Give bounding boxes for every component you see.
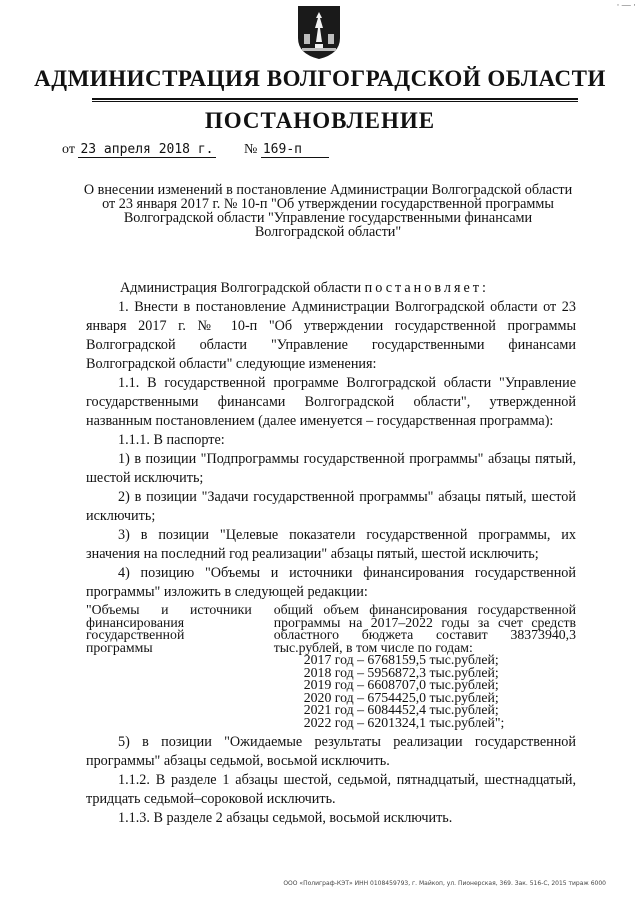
list-item-4: 4) позицию "Объемы и источники финансирования государственной программы" изложить в следующей редакции: [86,565,576,600]
document-number-line [244,142,329,158]
funding-total-text: общий объем финансирования государственной программы на 2017–2022 годы за счет средств областного бюджета составит 38373940,3 тыс.рублей, в том числе по годам: [273,602,576,655]
paragraph-1: 1. Внести в постановление Администрации Волгоградской области от 23 января 2017 г. № 10-п "Об утверждении государственной программы Волгоградской области "Управление государственными финансами Волгоградской области" следующие изменения: [86,299,576,372]
funding-year-2020: 2020 год – 6754425,0 тыс.рублей; [303,689,499,705]
funding-year-2017: 2017 год – 6768159,5 тыс.рублей; [303,652,499,667]
title-divider-thin [92,101,578,102]
funding-position-block [86,604,576,729]
preamble-verb: постановляет: [364,280,489,296]
paragraph-1-1-1: 1.1.1. В паспорте: [118,432,225,448]
funding-year-2019: 2019 год – 6608707,0 тыс.рублей; [303,677,499,692]
funding-position-name: "Объемы и источники финансирования государственной программы [86,602,252,655]
list-item-2: 2) в позиции "Задачи государственной программы" абзацы пятый, шестой исключить; [86,489,576,524]
paragraph-1-1-3: 1.1.3. В разделе 2 абзацы седьмой, восьмой исключить. [118,810,453,826]
list-item-5: 5) в позиции "Ожидаемые результаты реализации государственной программы" абзацы седьмой, восьмой исключить. [86,734,576,769]
number-prefix: № [244,142,258,157]
document-type-title: ПОСТАНОВЛЕНИЕ [204,108,436,133]
funding-year-2022: 2022 год – 6201324,1 тыс.рублей"; [303,714,505,730]
funding-year-2018: 2018 год – 5956872,3 тыс.рублей; [303,664,499,680]
list-item-3: 3) в позиции "Целевые показатели государственной программы, их значения на последний год реализации" абзацы пятый, шестой исключить; [86,527,576,562]
paragraph-1-1: 1.1. В государственной программе Волгоградской области "Управление государственными финансами Волгоградской области", утвержденной названным постановлением (далее именуется – государственная программа): [86,375,576,429]
volgograd-coat-of-arms-icon [296,4,342,60]
document-number: 169-п [261,142,329,158]
title-divider [92,98,578,100]
document-date: 23 апреля 2018 г. [78,142,216,158]
scan-corner-mark: · — · [616,0,636,10]
printer-imprint: ООО «Полиграф-КЭТ» ИНН 0108459793, г. Майкоп, ул. Пионерская, 369. Зак. 516-С, 2015 тираж 6000 [283,880,606,887]
preamble [86,279,576,298]
preamble-lead: Администрация Волгоградской области [120,280,362,296]
document-body [86,279,576,828]
list-item-1: 1) в позиции "Подпрограммы государственной программы" абзацы пятый, шестой исключить; [86,451,576,486]
paragraph-1-1-2: 1.1.2. В разделе 1 абзацы шестой, седьмой, пятнадцатый, шестнадцатый, тридцать седьмой–сороковой исключить. [86,772,576,807]
funding-year-2021: 2021 год – 6084452,4 тыс.рублей; [303,702,499,717]
document-subject: О внесении изменений в постановление Администрации Волгоградской области от 23 января 2017 г. № 10-п "Об утверждении государственной программы Волгоградской области "Управление государственными финансами Волгоградской области" [83,182,573,240]
date-prefix: от [62,142,75,157]
funding-position-content [258,604,576,729]
organization-title: АДМИНИСТРАЦИЯ ВОЛГОГРАДСКОЙ ОБЛАСТИ [34,66,606,91]
funding-years-list [274,654,576,729]
document-date-line [62,142,216,158]
